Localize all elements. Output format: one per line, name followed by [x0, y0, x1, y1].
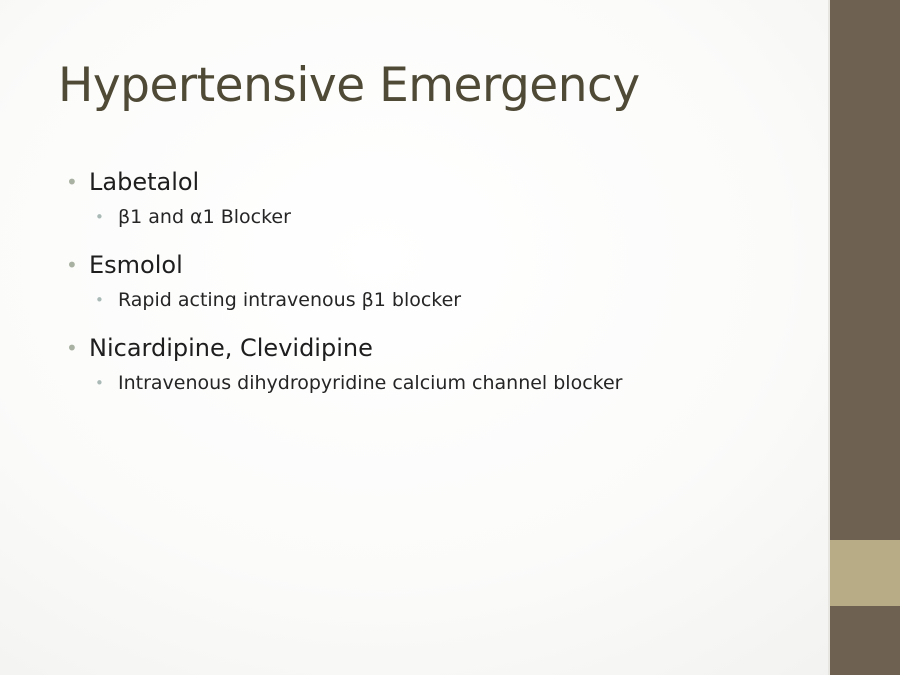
sub-bullet-dot-icon: • [95, 291, 104, 309]
bullet-dot-icon: • [66, 253, 78, 277]
bullet-item-label: Nicardipine, Clevidipine [89, 334, 373, 362]
bullet-item-nicardipine-clevidipine [66, 331, 816, 365]
sub-bullet-item [95, 369, 816, 397]
bullet-dot-icon: • [66, 336, 78, 360]
bullet-dot-icon: • [66, 170, 78, 194]
bullet-item-label: Esmolol [89, 251, 183, 279]
bullet-item-label: Labetalol [89, 168, 200, 196]
bullet-item-labetalol [66, 165, 816, 199]
sub-bullet-item-text: Rapid acting intravenous β1 blocker [118, 289, 462, 311]
sub-bullet-item-text: β1 and α1 Blocker [118, 206, 291, 228]
sub-bullet-item [95, 286, 816, 314]
sub-bullet-item [95, 203, 816, 231]
sub-bullet-item-text: Intravenous dihydropyridine calcium channel blocker [118, 372, 623, 394]
bullet-item-esmolol [66, 248, 816, 282]
bullet-list [66, 165, 816, 397]
decorative-accent-block [830, 540, 900, 606]
sub-bullet-dot-icon: • [95, 374, 104, 392]
slide-title: Hypertensive Emergency [58, 58, 640, 113]
sub-bullet-dot-icon: • [95, 208, 104, 226]
